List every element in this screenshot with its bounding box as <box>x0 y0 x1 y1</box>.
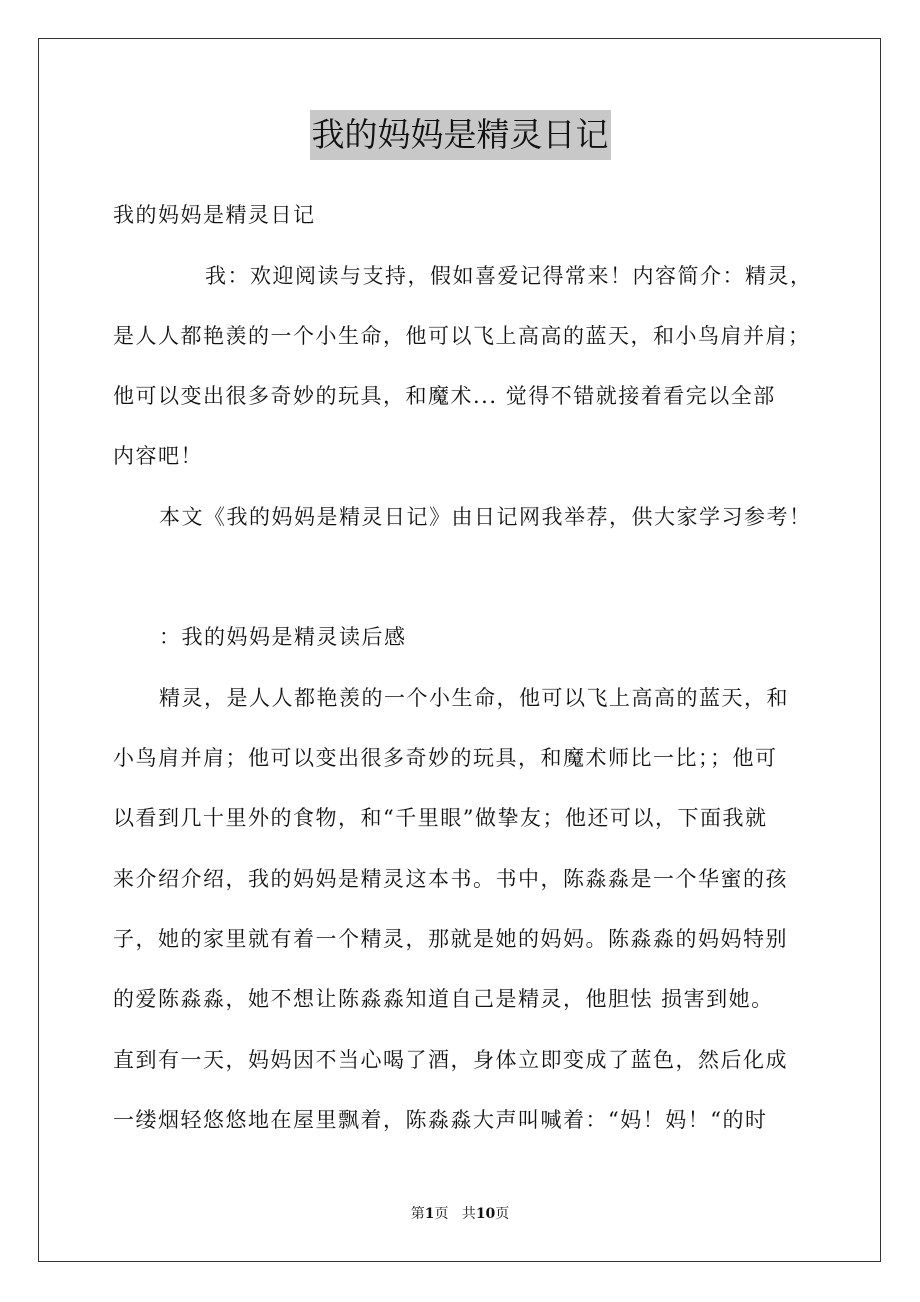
paragraph-line: 我：欢迎阅读与支持，假如喜爱记得常来！内容简介：精灵， <box>205 264 813 288</box>
page-number: 1 <box>424 1206 435 1222</box>
total-pages: 10 <box>475 1206 496 1222</box>
paragraph-line: 一缕烟轻悠悠地在屋里飘着，陈淼淼大声叫喊着：“妈！妈！“的时 <box>113 1108 768 1132</box>
paragraph-line: 内容吧！ <box>113 444 203 468</box>
paragraph-line: 他可以变出很多奇妙的玩具，和魔术... 觉得不错就接着看完以全部 <box>113 384 776 408</box>
page-footer <box>0 1204 920 1224</box>
total-label-prefix: 共 <box>461 1206 476 1222</box>
page-label-suffix: 页 <box>434 1206 449 1222</box>
paragraph-line: 直到有一天，妈妈因不当心喝了酒，身体立即变成了蓝色，然后化成 <box>113 1048 788 1072</box>
total-label-suffix: 页 <box>495 1206 510 1222</box>
paragraph-line: 来介绍介绍，我的妈妈是精灵这本书。书中，陈淼淼是一个华蜜的孩 <box>113 867 788 891</box>
paragraph-line: 以看到几十里外的食物，和“千里眼”做挚友；他还可以，下面我就 <box>113 806 768 830</box>
paragraph-line: 本文《我的妈妈是精灵日记》由日记网我举荐，供大家学习参考！ <box>159 505 812 529</box>
page-label-prefix: 第 <box>410 1206 425 1222</box>
document-title: 我的妈妈是精灵日记 <box>310 110 611 160</box>
paragraph-line: 小鸟肩并肩；他可以变出很多奇妙的玩具，和魔术师比一比；；他可 <box>113 746 778 770</box>
paragraph-line: 是人人都艳羡的一个小生命，他可以飞上高高的蓝天，和小鸟肩并肩； <box>113 324 811 348</box>
paragraph-line: 子，她的家里就有着一个精灵，那就是她的妈妈。陈淼淼的妈妈特别 <box>113 927 788 951</box>
paragraph-line: 的爱陈淼淼，她不想让陈淼淼知道自己是精灵，他胆怯 损害到她。 <box>113 987 774 1011</box>
title-container <box>0 110 920 160</box>
subtitle-line: 我的妈妈是精灵日记 <box>113 203 316 227</box>
paragraph-line: 精灵，是人人都艳羡的一个小生命，他可以飞上高高的蓝天，和 <box>159 686 789 710</box>
section-heading: ：我的妈妈是精灵读后感 <box>159 625 407 649</box>
